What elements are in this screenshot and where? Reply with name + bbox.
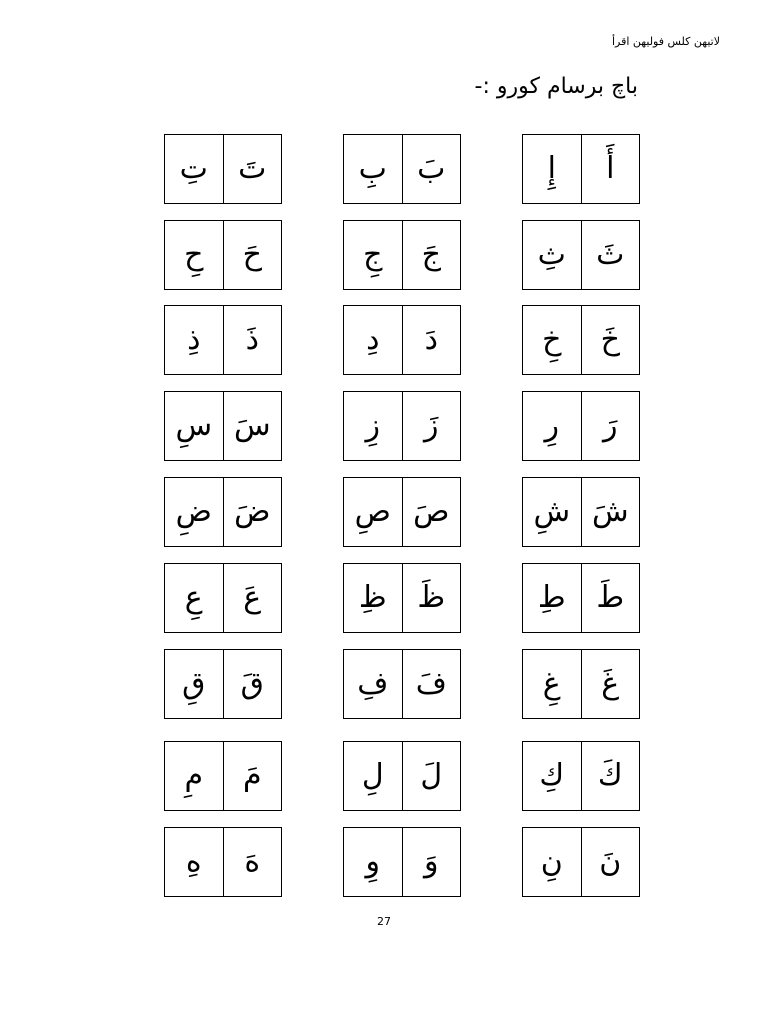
letter-pair-box	[522, 134, 640, 204]
letter-kasra: صِ	[344, 478, 403, 546]
letter-fatha: سَ	[233, 408, 271, 443]
letter-kasra: مِ	[165, 742, 224, 810]
letter-kasra: جِ	[344, 221, 403, 289]
letter-pair-box	[522, 391, 640, 461]
letter-fatha: كَ	[597, 758, 623, 793]
letter-fatha: ضَ	[234, 494, 271, 529]
letter-pair-box	[343, 649, 461, 719]
header-note: لاتيهن كلس فوليهن اقرأ	[612, 35, 720, 48]
letter-kasra: لِ	[344, 742, 403, 810]
letter-kasra: زِ	[344, 392, 403, 460]
letter-kasra: شِ	[523, 478, 582, 546]
letter-pair-box	[522, 477, 640, 547]
letter-pair-box	[522, 741, 640, 811]
letter-pair-box	[343, 563, 461, 633]
letter-pair-box	[343, 741, 461, 811]
letter-pair-box	[164, 477, 282, 547]
letter-pair-box	[164, 134, 282, 204]
letter-fatha: حَ	[242, 237, 262, 272]
letter-pair-box	[164, 649, 282, 719]
letter-fatha: زَ	[424, 408, 439, 443]
letter-fatha: وَ	[424, 844, 439, 879]
letter-kasra: وِ	[344, 828, 403, 896]
letter-fatha: قَ	[240, 666, 264, 701]
letter-fatha: عَ	[243, 580, 262, 615]
letter-kasra: دِ	[344, 306, 403, 374]
letter-pair-box	[343, 134, 461, 204]
letter-pair-box	[343, 391, 461, 461]
letter-fatha: طَ	[596, 580, 625, 615]
letter-pair-box	[343, 477, 461, 547]
letter-kasra: رِ	[523, 392, 582, 460]
letter-kasra: قِ	[165, 650, 224, 718]
letter-pair-box	[343, 220, 461, 290]
letter-fatha: نَ	[599, 844, 622, 879]
letter-kasra: هِ	[165, 828, 224, 896]
instruction-heading: باچ برسام کورو :-	[474, 74, 638, 99]
letter-kasra: ظِ	[344, 564, 403, 632]
letter-fatha: مَ	[242, 758, 262, 793]
letter-pair-box	[164, 305, 282, 375]
letter-pair-box	[164, 391, 282, 461]
letter-fatha: رَ	[603, 408, 618, 443]
letter-fatha: غَ	[601, 666, 620, 701]
letter-fatha: تَ	[238, 151, 267, 186]
letter-kasra: خِ	[523, 306, 582, 374]
letter-kasra: ثِ	[523, 221, 582, 289]
letter-fatha: صَ	[413, 494, 450, 529]
letter-kasra: إِ	[523, 135, 582, 203]
letter-pair-box	[522, 220, 640, 290]
letter-kasra: نِ	[523, 828, 582, 896]
letter-fatha: دَ	[424, 322, 438, 357]
letter-pair-box	[522, 649, 640, 719]
letter-kasra: فِ	[344, 650, 403, 718]
letter-fatha: أَ	[606, 151, 615, 186]
letter-pair-box	[164, 563, 282, 633]
letter-kasra: سِ	[165, 392, 224, 460]
letter-pair-box	[343, 827, 461, 897]
letter-kasra: بِ	[344, 135, 403, 203]
letter-fatha: بَ	[417, 151, 446, 186]
letter-fatha: لَ	[420, 758, 443, 793]
letter-pair-box	[164, 741, 282, 811]
letter-kasra: غِ	[523, 650, 582, 718]
letter-pair-box	[164, 220, 282, 290]
letter-pair-box	[343, 305, 461, 375]
letter-kasra: حِ	[165, 221, 224, 289]
letter-kasra: ضِ	[165, 478, 224, 546]
letter-kasra: عِ	[165, 564, 224, 632]
page-number: 27	[377, 915, 391, 928]
letter-fatha: ظَ	[417, 580, 446, 615]
letter-fatha: خَ	[600, 322, 620, 357]
letter-pair-box	[522, 563, 640, 633]
letter-fatha: جَ	[421, 237, 441, 272]
letter-fatha: هَ	[244, 844, 261, 879]
letter-pair-box	[522, 305, 640, 375]
letter-fatha: ثَ	[596, 237, 625, 272]
letter-fatha: شَ	[591, 494, 629, 529]
letter-kasra: كِ	[523, 742, 582, 810]
letter-fatha: فَ	[415, 666, 447, 701]
letter-kasra: طِ	[523, 564, 582, 632]
letter-kasra: تِ	[165, 135, 224, 203]
letter-pair-box	[164, 827, 282, 897]
letter-kasra: ذِ	[165, 306, 224, 374]
letter-pair-box	[522, 827, 640, 897]
letter-fatha: ذَ	[245, 322, 259, 357]
